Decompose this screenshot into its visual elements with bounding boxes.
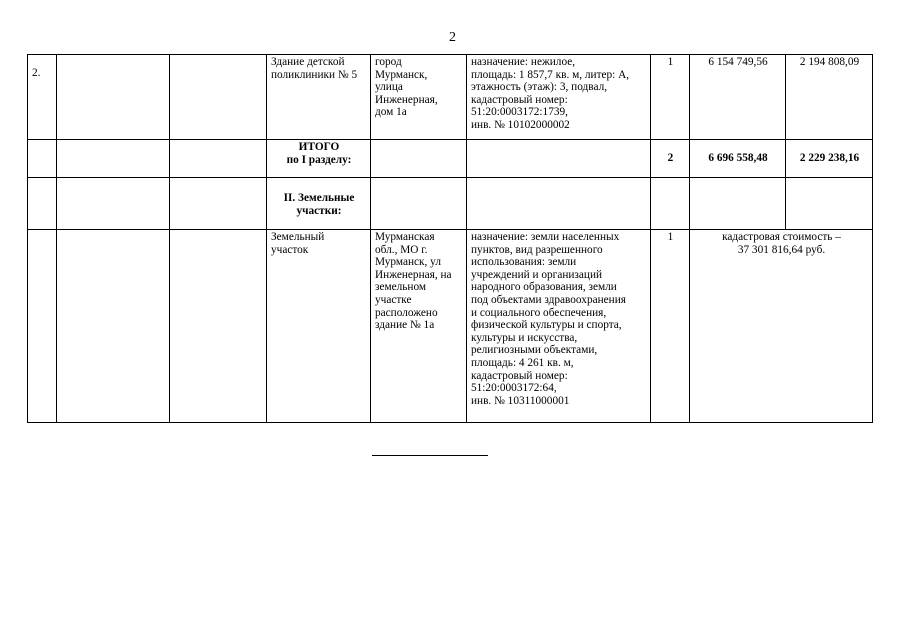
row-number: 2. [28,55,57,140]
object-description: назначение: земли населенных пунктов, вид разрешенного использования: земли учреждений и организаций народного образования, земли под объектами здравоохранения и социального обеспечения, физической культуры и спорта, культуры и искусства, религиозными объектами, площадь: 4 261 кв. м, кадастровый номер: 51:20:0003172:64, инв. № 10311000001 [467,230,651,423]
total-residual-value: 2 229 238,16 [786,140,873,178]
total-book-value: 6 696 558,48 [690,140,786,178]
residual-value: 2 194 808,09 [786,55,873,140]
section-total-label: ИТОГО по I разделу: [267,140,371,178]
object-quantity: 1 [651,55,690,140]
book-value: 6 154 749,56 [690,55,786,140]
property-table [27,54,873,423]
table-row [28,140,873,178]
table-row [28,178,873,230]
object-address: город Мурманск, улица Инженерная, дом 1а [371,55,467,140]
object-address: Мурманская обл., МО г. Мурманск, ул Инженерная, на земельном участке расположено здание № 1а [371,230,467,423]
object-name: Здание детской поликлиники № 5 [267,55,371,140]
table-row [28,230,873,423]
section-heading: II. Земельные участки: [267,178,371,230]
cadastral-value: кадастровая стоимость – 37 301 816,64 руб. [690,230,873,423]
object-description: назначение: нежилое, площадь: 1 857,7 кв. м, литер: А, этажность (этаж): 3, подвал, кадастровый номер: 51:20:0003172:1739, инв. № 10102000002 [467,55,651,140]
table-row [28,55,873,140]
footer-divider [372,455,488,456]
total-quantity: 2 [651,140,690,178]
object-name: Земельный участок [267,230,371,423]
object-quantity: 1 [651,230,690,423]
page-number: 2 [449,30,456,45]
